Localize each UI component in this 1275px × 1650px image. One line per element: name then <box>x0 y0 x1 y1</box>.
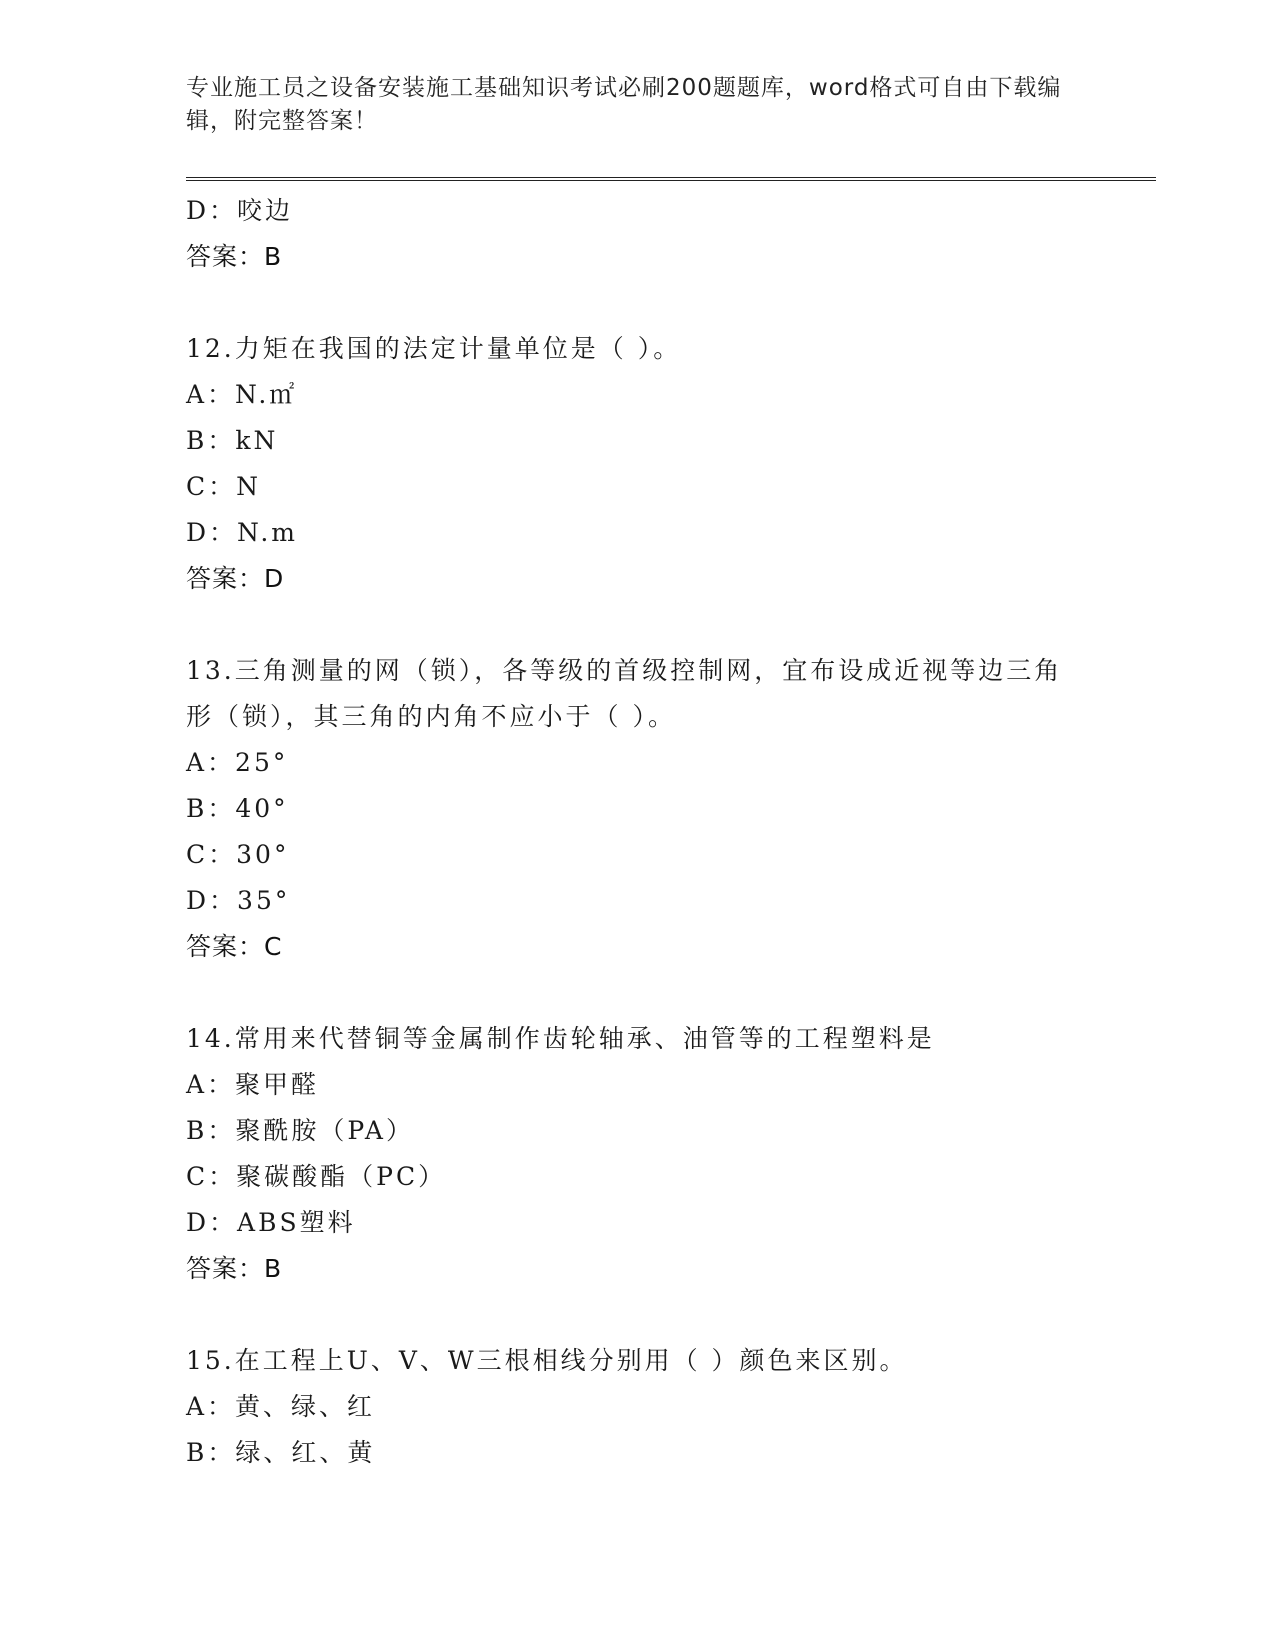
spacer <box>186 970 1086 1016</box>
question-stem: 15.在工程上U、V、W三根相线分别用（ ）颜色来区别。 <box>186 1346 908 1375</box>
document-header <box>186 72 1086 138</box>
answer: 答案：B <box>186 1254 283 1283</box>
question-13 <box>186 648 1086 970</box>
spacer <box>186 280 1086 326</box>
question-stem: 14.常用来代替铜等金属制作齿轮轴承、油管等的工程塑料是 <box>186 1024 935 1053</box>
question-stem: 13.三角测量的网（锁），各等级的首级控制网，宜布设成近视等边三角形（锁），其三角的内角不应小于（ ）。 <box>186 656 1063 731</box>
option-b: B：绿、红、黄 <box>186 1438 376 1467</box>
option-a: A：N.㎡ <box>186 380 298 409</box>
answer: 答案：D <box>186 564 285 593</box>
option-a: A：25° <box>186 748 289 777</box>
question-stem: 12.力矩在我国的法定计量单位是（ ）。 <box>186 334 682 363</box>
header-divider <box>186 177 1156 181</box>
option-c: C：N <box>186 472 262 501</box>
document-title: 专业施工员之设备安装施工基础知识考试必刷200题题库，word格式可自由下载编辑，附完整答案！ <box>186 75 1062 134</box>
question-15 <box>186 1338 1086 1476</box>
prev-answer: 答案：B <box>186 242 283 271</box>
question-list <box>186 188 1086 1476</box>
option-d: D：35° <box>186 886 291 915</box>
question-12 <box>186 326 1086 602</box>
option-b: B：聚酰胺（PA） <box>186 1116 414 1145</box>
question-14 <box>186 1016 1086 1292</box>
option-b: B：kN <box>186 426 279 455</box>
spacer <box>186 602 1086 648</box>
spacer <box>186 1292 1086 1338</box>
option-c: C：30° <box>186 840 290 869</box>
option-d: D：N.m <box>186 518 298 547</box>
prev-option-d: D：咬边 <box>186 196 294 225</box>
option-d: D：ABS塑料 <box>186 1208 356 1237</box>
answer: 答案：C <box>186 932 283 961</box>
option-b: B：40° <box>186 794 289 823</box>
option-a: A：黄、绿、红 <box>186 1392 376 1421</box>
option-c: C：聚碳酸酯（PC） <box>186 1162 447 1191</box>
option-a: A：聚甲醛 <box>186 1070 320 1099</box>
